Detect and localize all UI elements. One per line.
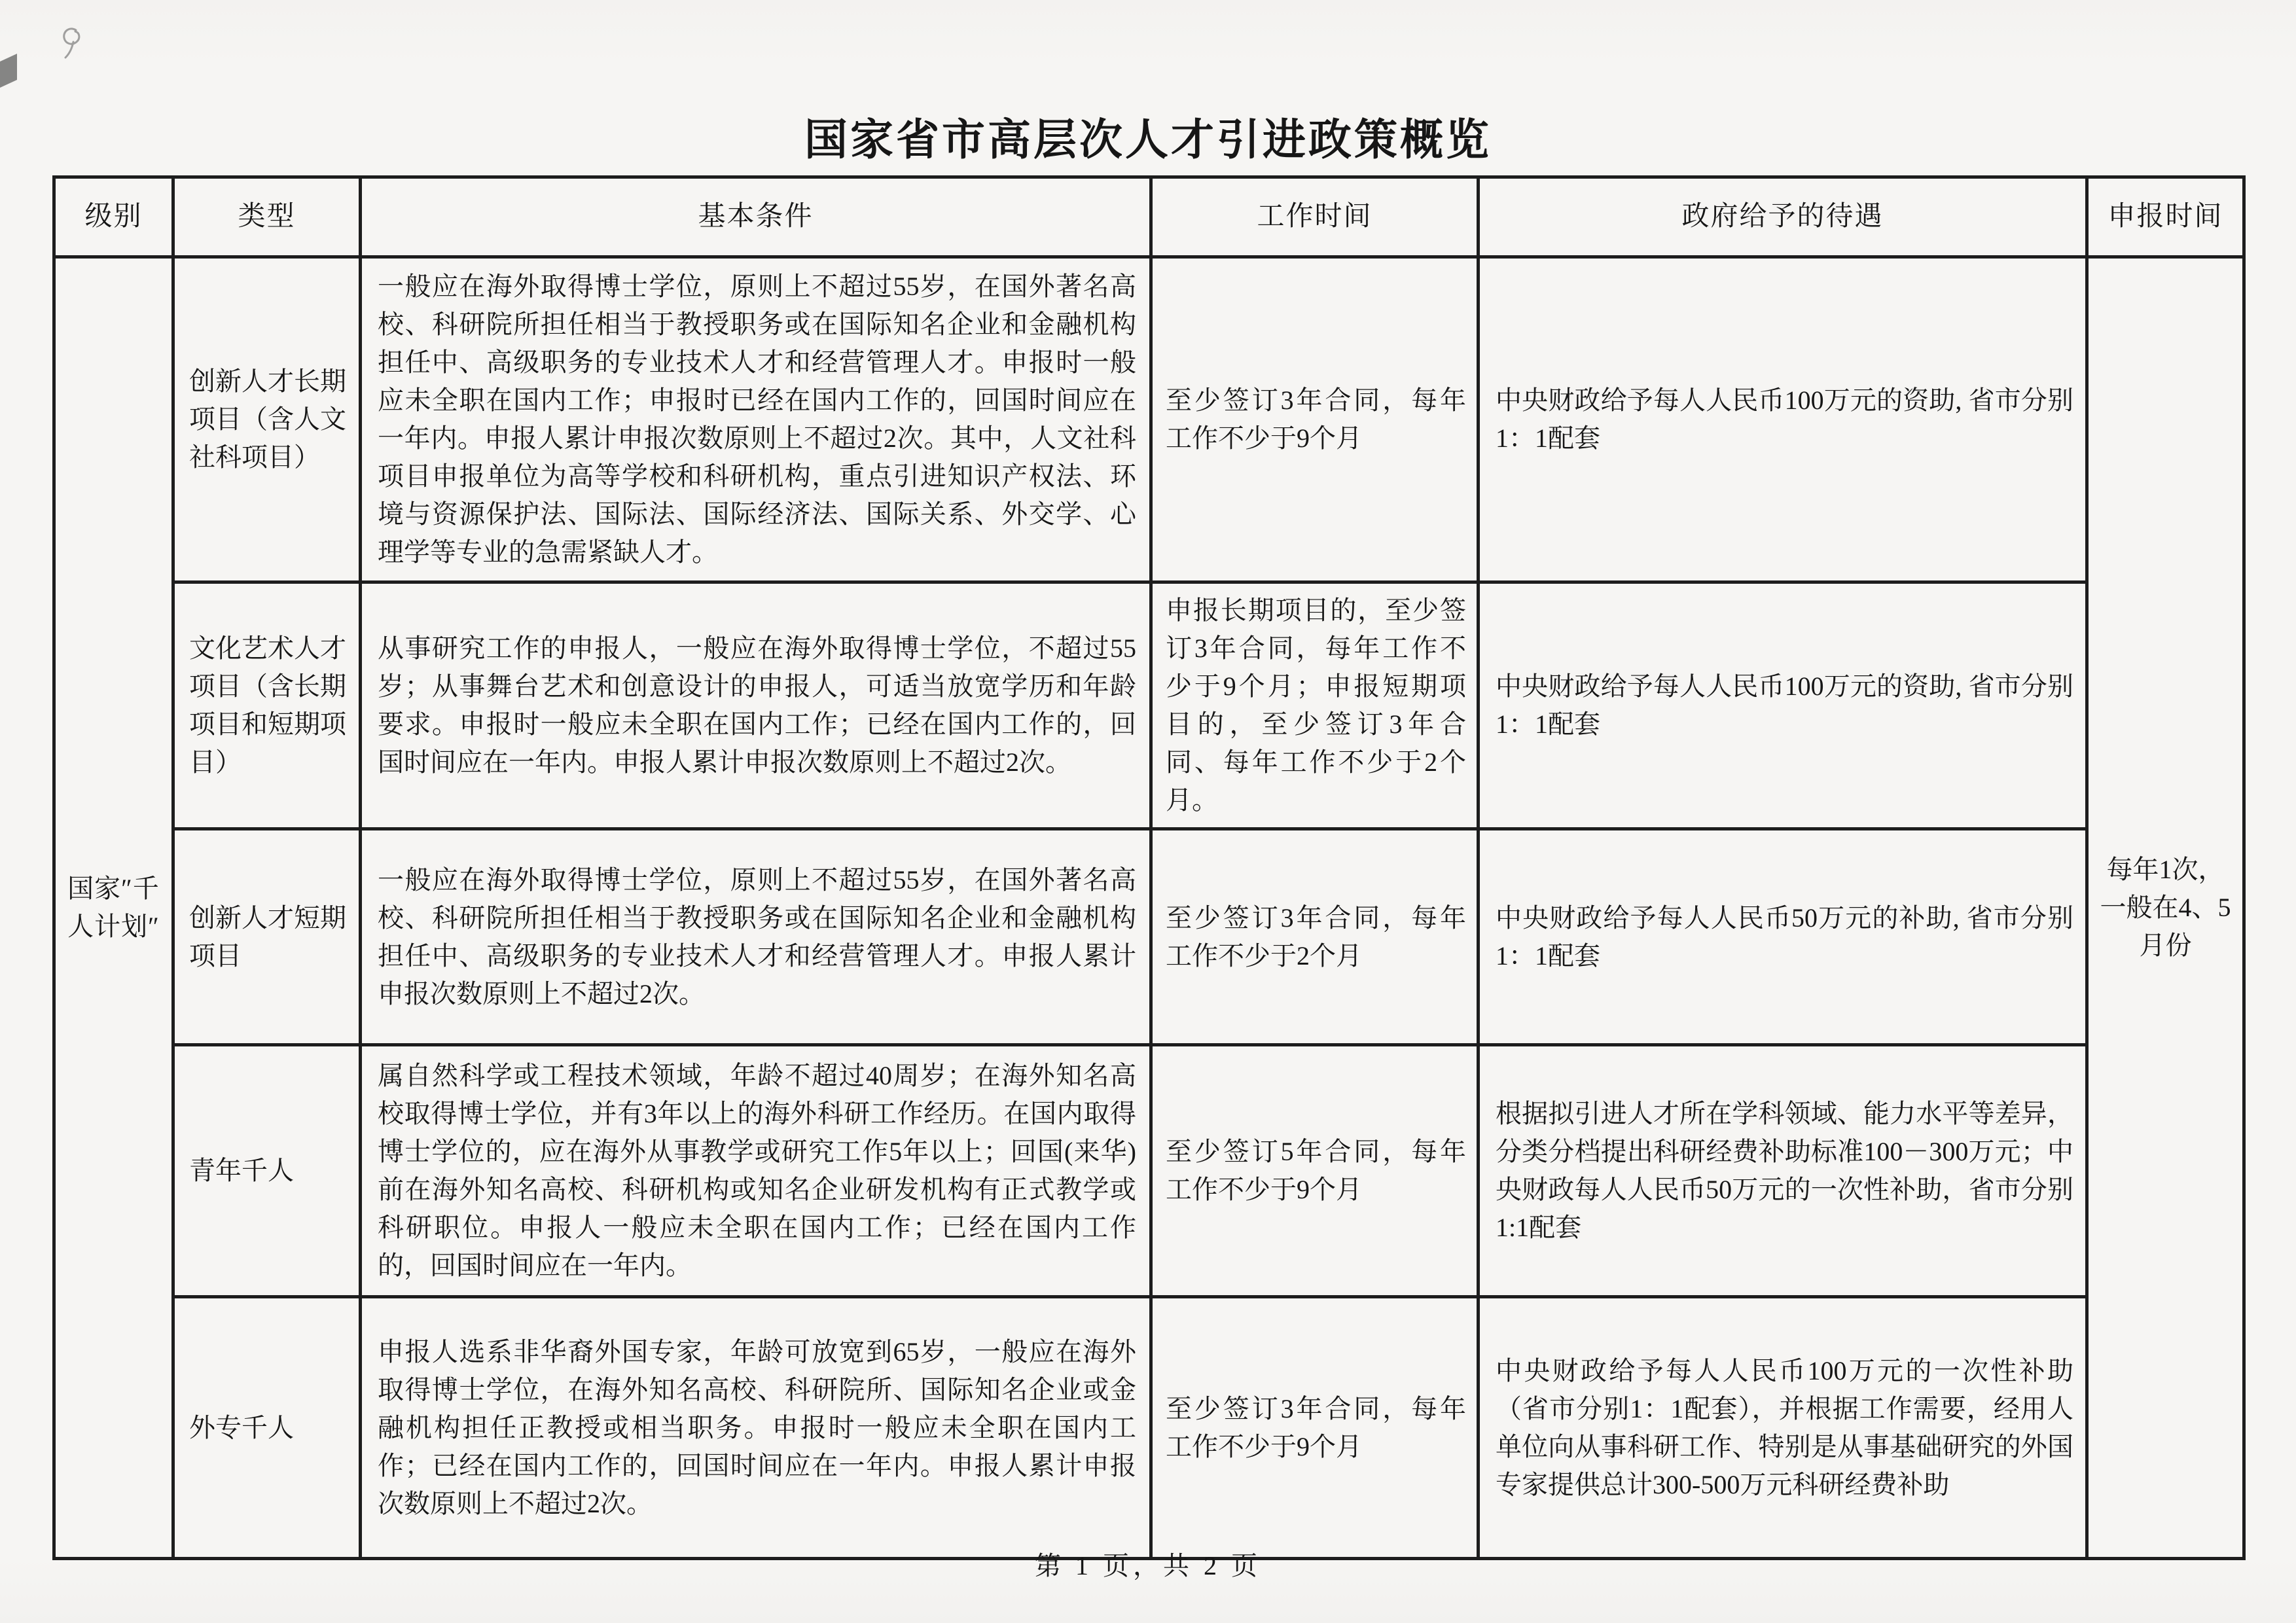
basic-conditions-cell: 一般应在海外取得博士学位，原则上不超过55岁，在国外著名高校、科研院所担任相当于教授职务或在国际知名企业和金融机构担任中、高级职务的专业技术人才和经营管理人才。申报人累计申报次数原则上不超过2次。 (361, 829, 1151, 1045)
page-title: 国家省市高层次人才引进政策概览 (804, 116, 1492, 164)
treatment-cell: 中央财政给予每人人民币100万元的一次性补助（省市分别1：1配套），并根据工作需要，经用人单位向从事科研工作、特别是从事基础研究的外国专家提供总计300-500万元科研经费补助 (1479, 1297, 2087, 1559)
apply-time-cell: 每年1次，一般在4、5月份 (2087, 257, 2244, 1559)
work-time-cell: 申报长期项目的，至少签订3年合同，每年工作不少于9个月；申报短期项目的，至少签订3年合同、每年工作不少于2个月。 (1151, 582, 1479, 829)
work-time-cell: 至少签订3年合同，每年工作不少于9个月 (1151, 257, 1479, 582)
header-level: 级别 (54, 177, 173, 257)
level-cell: 国家″千人计划″ (54, 257, 173, 1559)
type-cell: 文化艺术人才项目（含长期项目和短期项目） (173, 582, 361, 829)
treatment-cell: 中央财政给予每人人民币100万元的资助, 省市分别1：1配套 (1479, 257, 2087, 582)
handwritten-mark (51, 22, 97, 68)
policy-table (52, 175, 2246, 1560)
header-work-time: 工作时间 (1151, 177, 1479, 257)
type-cell: 外专千人 (173, 1297, 361, 1559)
type-cell: 创新人才长期项目（含人文社科项目） (173, 257, 361, 582)
basic-conditions-cell: 属自然科学或工程技术领域，年龄不超过40周岁；在海外知名高校取得博士学位，并有3年以上的海外科研工作经历。在国内取得博士学位的，应在海外从事教学或研究工作5年以上；回国(来华)前在海外知名高校、科研机构或知名企业研发机构有正式教学或科研职位。申报人一般应未全职在国内工作；已经在国内工作的，回国时间应在一年内。 (361, 1045, 1151, 1297)
treatment-cell: 中央财政给予每人人民币50万元的补助, 省市分别1：1配套 (1479, 829, 2087, 1045)
scan-edge-artifact (0, 54, 17, 88)
treatment-cell: 中央财政给予每人人民币100万元的资助, 省市分别1：1配套 (1479, 582, 2087, 829)
table-row (54, 1297, 2244, 1559)
table-row (54, 257, 2244, 582)
work-time-cell: 至少签订3年合同，每年工作不少于2个月 (1151, 829, 1479, 1045)
basic-conditions-cell: 一般应在海外取得博士学位，原则上不超过55岁，在国外著名高校、科研院所担任相当于教授职务或在国际知名企业和金融机构担任中、高级职务的专业技术人才和经营管理人才。申报时一般应未全职在国内工作；申报时已经在国内工作的，回国时间应在一年内。申报人累计申报次数原则上不超过2次。其中，人文社科项目申报单位为高等学校和科研机构，重点引进知识产权法、环境与资源保护法、国际法、国际经济法、国际关系、外交学、心理学等专业的急需紧缺人才。 (361, 257, 1151, 582)
header-basic-conditions: 基本条件 (361, 177, 1151, 257)
type-cell: 青年千人 (173, 1045, 361, 1297)
header-type: 类型 (173, 177, 361, 257)
table-header-row (54, 177, 2244, 257)
work-time-cell: 至少签订5年合同，每年工作不少于9个月 (1151, 1045, 1479, 1297)
basic-conditions-cell: 申报人选系非华裔外国专家，年龄可放宽到65岁，一般应在海外取得博士学位，在海外知名高校、科研院所、国际知名企业或金融机构担任正教授或相当职务。申报时一般应未全职在国内工作；已经在国内工作的，回国时间应在一年内。申报人累计申报次数原则上不超过2次。 (361, 1297, 1151, 1559)
header-apply-time: 申报时间 (2087, 177, 2244, 257)
treatment-cell: 根据拟引进人才所在学科领域、能力水平等差异，分类分档提出科研经费补助标准100－300万元；中央财政每人人民币50万元的一次性补助，省市分别1:1配套 (1479, 1045, 2087, 1297)
page-footer: 第 1 页，共 2 页 (1035, 1551, 1261, 1580)
type-cell: 创新人才短期项目 (173, 829, 361, 1045)
header-treatment: 政府给予的待遇 (1479, 177, 2087, 257)
basic-conditions-cell: 从事研究工作的申报人，一般应在海外取得博士学位，不超过55岁；从事舞台艺术和创意设计的申报人，可适当放宽学历和年龄要求。申报时一般应未全职在国内工作；已经在国内工作的，回国时间应在一年内。申报人累计申报次数原则上不超过2次。 (361, 582, 1151, 829)
table-row (54, 582, 2244, 829)
work-time-cell: 至少签订3年合同，每年工作不少于9个月 (1151, 1297, 1479, 1559)
table-row (54, 1045, 2244, 1297)
table-row (54, 829, 2244, 1045)
